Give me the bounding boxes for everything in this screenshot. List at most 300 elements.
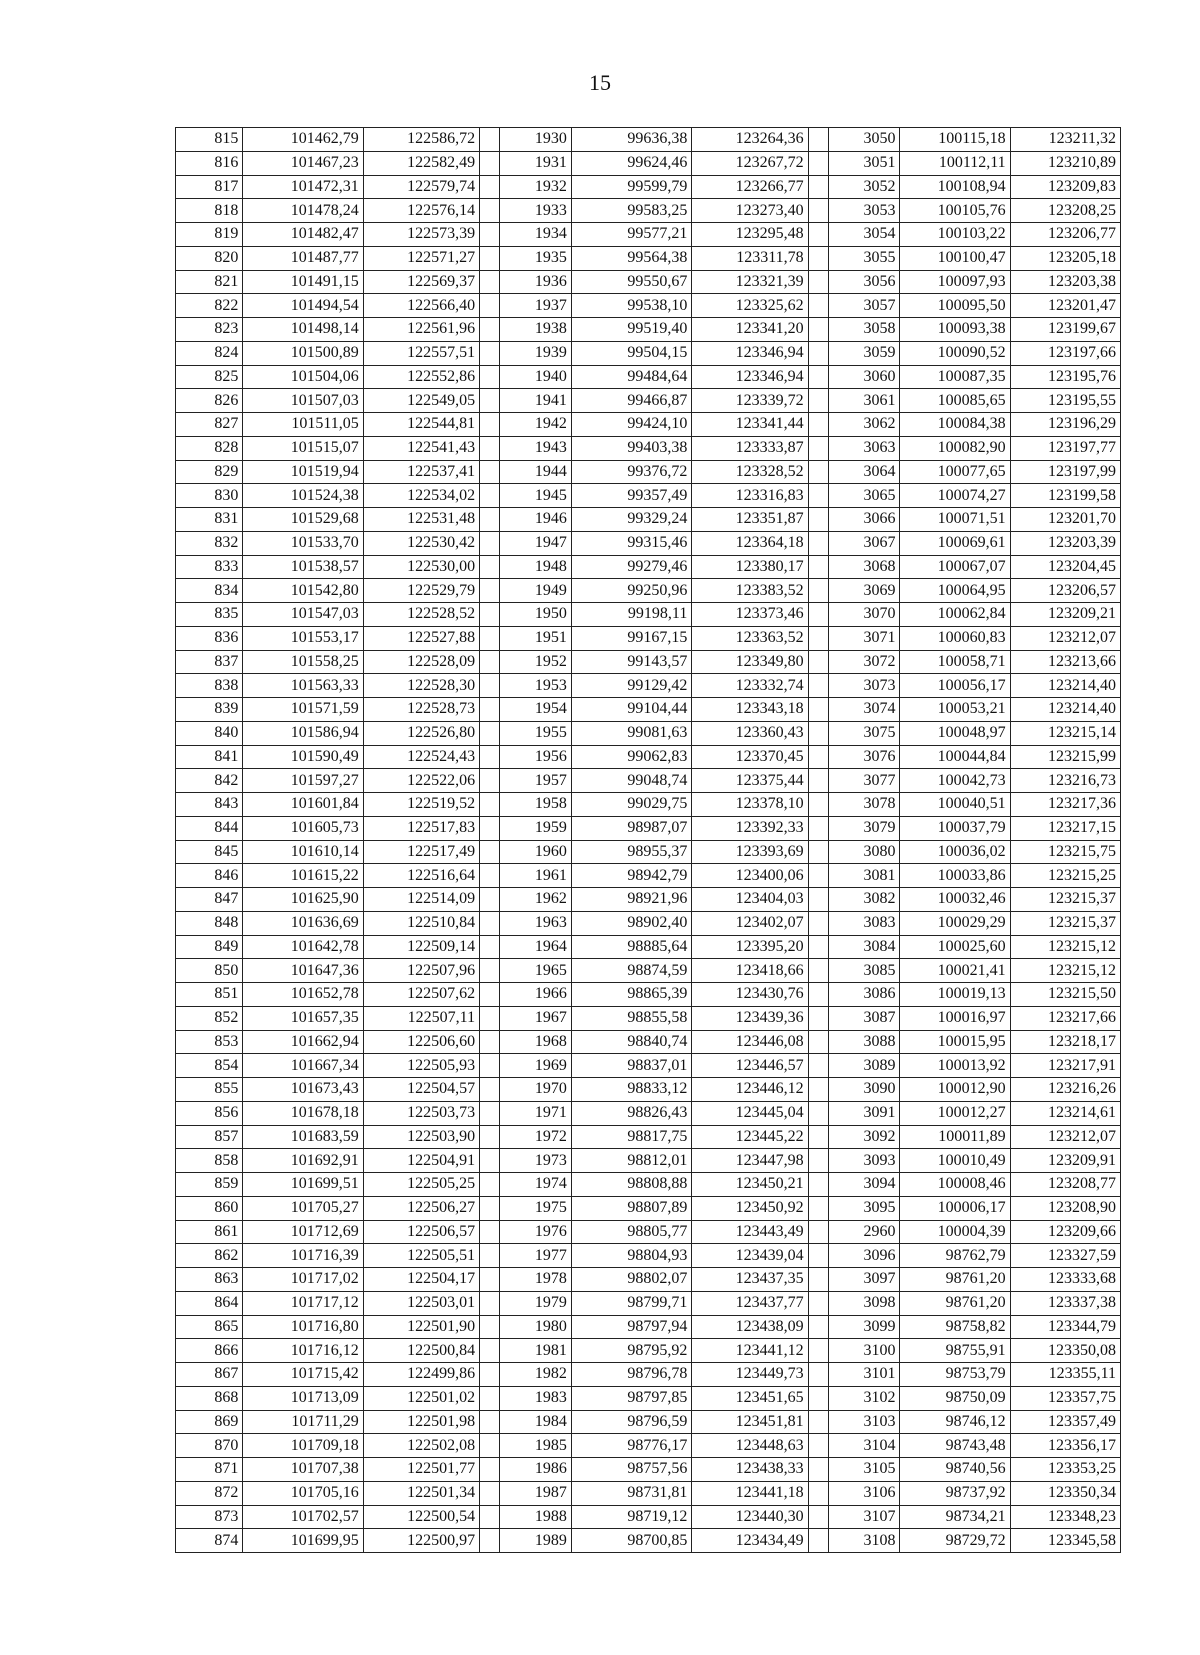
y-coordinate-cell: 123328,52 — [692, 460, 808, 484]
x-coordinate-cell: 100067,07 — [900, 555, 1010, 579]
x-coordinate-cell: 99329,24 — [571, 508, 691, 532]
x-coordinate-cell: 100011,89 — [900, 1125, 1010, 1149]
group-separator-cell — [808, 1173, 828, 1197]
group-separator-cell — [480, 1054, 500, 1078]
x-coordinate-cell: 101625,90 — [243, 888, 363, 912]
y-coordinate-cell: 123349,80 — [692, 650, 808, 674]
x-coordinate-cell: 98804,93 — [571, 1244, 691, 1268]
x-coordinate-cell: 100095,50 — [900, 294, 1010, 318]
x-coordinate-cell: 98799,71 — [571, 1291, 691, 1315]
y-coordinate-cell: 122506,27 — [363, 1196, 479, 1220]
point-number-cell: 3076 — [829, 745, 900, 769]
group-separator-cell — [808, 1006, 828, 1030]
y-coordinate-cell: 123337,38 — [1010, 1291, 1120, 1315]
point-number-cell: 1982 — [500, 1363, 571, 1387]
group-separator-cell — [808, 959, 828, 983]
point-number-cell: 1951 — [500, 626, 571, 650]
point-number-cell: 1968 — [500, 1030, 571, 1054]
group-separator-cell — [480, 745, 500, 769]
y-coordinate-cell: 122527,88 — [363, 626, 479, 650]
group-separator-cell — [480, 1125, 500, 1149]
y-coordinate-cell: 123273,40 — [692, 199, 808, 223]
table-row — [176, 318, 1121, 342]
x-coordinate-cell: 100012,90 — [900, 1078, 1010, 1102]
group-separator-cell — [480, 270, 500, 294]
x-coordinate-cell: 99129,42 — [571, 674, 691, 698]
group-separator-cell — [480, 1291, 500, 1315]
group-separator-cell — [808, 460, 828, 484]
table-row — [176, 650, 1121, 674]
y-coordinate-cell: 122504,57 — [363, 1078, 479, 1102]
point-number-cell: 841 — [176, 745, 243, 769]
y-coordinate-cell: 123346,94 — [692, 341, 808, 365]
group-separator-cell — [808, 935, 828, 959]
y-coordinate-cell: 122571,27 — [363, 246, 479, 270]
group-separator-cell — [480, 175, 500, 199]
y-coordinate-cell: 123201,47 — [1010, 294, 1120, 318]
y-coordinate-cell: 123446,57 — [692, 1054, 808, 1078]
x-coordinate-cell: 99048,74 — [571, 769, 691, 793]
x-coordinate-cell: 101712,69 — [243, 1220, 363, 1244]
group-separator-cell — [808, 769, 828, 793]
group-separator-cell — [808, 1363, 828, 1387]
group-separator-cell — [808, 1529, 828, 1553]
group-separator-cell — [480, 983, 500, 1007]
group-separator-cell — [808, 555, 828, 579]
x-coordinate-cell: 100048,97 — [900, 721, 1010, 745]
y-coordinate-cell: 122519,52 — [363, 793, 479, 817]
coordinates-table-body — [176, 128, 1121, 1553]
group-separator-cell — [480, 436, 500, 460]
group-separator-cell — [808, 508, 828, 532]
point-number-cell: 3087 — [829, 1006, 900, 1030]
y-coordinate-cell: 123197,66 — [1010, 341, 1120, 365]
x-coordinate-cell: 99424,10 — [571, 413, 691, 437]
x-coordinate-cell: 99564,38 — [571, 246, 691, 270]
group-separator-cell — [808, 1410, 828, 1434]
group-separator-cell — [480, 721, 500, 745]
point-number-cell: 836 — [176, 626, 243, 650]
point-number-cell: 844 — [176, 816, 243, 840]
table-row — [176, 1315, 1121, 1339]
y-coordinate-cell: 123355,11 — [1010, 1363, 1120, 1387]
y-coordinate-cell: 123215,37 — [1010, 911, 1120, 935]
table-row — [176, 1125, 1121, 1149]
x-coordinate-cell: 100090,52 — [900, 341, 1010, 365]
y-coordinate-cell: 123195,55 — [1010, 389, 1120, 413]
y-coordinate-cell: 123375,44 — [692, 769, 808, 793]
y-coordinate-cell: 122579,74 — [363, 175, 479, 199]
group-separator-cell — [808, 1054, 828, 1078]
point-number-cell: 1972 — [500, 1125, 571, 1149]
point-number-cell: 1989 — [500, 1529, 571, 1553]
point-number-cell: 3098 — [829, 1291, 900, 1315]
point-number-cell: 3064 — [829, 460, 900, 484]
x-coordinate-cell: 98808,88 — [571, 1173, 691, 1197]
point-number-cell: 845 — [176, 840, 243, 864]
x-coordinate-cell: 99484,64 — [571, 365, 691, 389]
group-separator-cell — [808, 294, 828, 318]
table-row — [176, 1220, 1121, 1244]
y-coordinate-cell: 123215,50 — [1010, 983, 1120, 1007]
x-coordinate-cell: 100058,71 — [900, 650, 1010, 674]
point-number-cell: 3075 — [829, 721, 900, 745]
point-number-cell: 3054 — [829, 223, 900, 247]
group-separator-cell — [480, 603, 500, 627]
y-coordinate-cell: 123451,65 — [692, 1386, 808, 1410]
point-number-cell: 1961 — [500, 864, 571, 888]
x-coordinate-cell: 98753,79 — [900, 1363, 1010, 1387]
point-number-cell: 830 — [176, 484, 243, 508]
point-number-cell: 1930 — [500, 128, 571, 152]
x-coordinate-cell: 101716,80 — [243, 1315, 363, 1339]
y-coordinate-cell: 123441,18 — [692, 1481, 808, 1505]
page-number: 15 — [589, 70, 611, 95]
group-separator-cell — [480, 199, 500, 223]
y-coordinate-cell: 122531,48 — [363, 508, 479, 532]
y-coordinate-cell: 123430,76 — [692, 983, 808, 1007]
group-separator-cell — [480, 1458, 500, 1482]
y-coordinate-cell: 123346,94 — [692, 365, 808, 389]
point-number-cell: 815 — [176, 128, 243, 152]
x-coordinate-cell: 101542,80 — [243, 579, 363, 603]
group-separator-cell — [480, 1006, 500, 1030]
group-separator-cell — [480, 413, 500, 437]
group-separator-cell — [808, 840, 828, 864]
point-number-cell: 863 — [176, 1268, 243, 1292]
x-coordinate-cell: 99081,63 — [571, 721, 691, 745]
x-coordinate-cell: 99143,57 — [571, 650, 691, 674]
x-coordinate-cell: 98700,85 — [571, 1529, 691, 1553]
x-coordinate-cell: 99624,46 — [571, 151, 691, 175]
table-row — [176, 698, 1121, 722]
y-coordinate-cell: 123266,77 — [692, 175, 808, 199]
table-row — [176, 484, 1121, 508]
x-coordinate-cell: 98865,39 — [571, 983, 691, 1007]
point-number-cell: 862 — [176, 1244, 243, 1268]
x-coordinate-cell: 101597,27 — [243, 769, 363, 793]
y-coordinate-cell: 123356,17 — [1010, 1434, 1120, 1458]
group-separator-cell — [808, 1458, 828, 1482]
table-row — [176, 1529, 1121, 1553]
group-separator-cell — [480, 698, 500, 722]
x-coordinate-cell: 101571,59 — [243, 698, 363, 722]
x-coordinate-cell: 101491,15 — [243, 270, 363, 294]
group-separator-cell — [808, 1030, 828, 1054]
y-coordinate-cell: 123357,75 — [1010, 1386, 1120, 1410]
x-coordinate-cell: 100032,46 — [900, 888, 1010, 912]
table-row — [176, 603, 1121, 627]
point-number-cell: 1942 — [500, 413, 571, 437]
group-separator-cell — [480, 1481, 500, 1505]
point-number-cell: 3072 — [829, 650, 900, 674]
group-separator-cell — [480, 769, 500, 793]
x-coordinate-cell: 100006,17 — [900, 1196, 1010, 1220]
group-separator-cell — [480, 555, 500, 579]
table-row — [176, 1196, 1121, 1220]
point-number-cell: 1934 — [500, 223, 571, 247]
group-separator-cell — [480, 151, 500, 175]
point-number-cell: 1965 — [500, 959, 571, 983]
x-coordinate-cell: 100093,38 — [900, 318, 1010, 342]
y-coordinate-cell: 122505,51 — [363, 1244, 479, 1268]
x-coordinate-cell: 100008,46 — [900, 1173, 1010, 1197]
point-number-cell: 819 — [176, 223, 243, 247]
x-coordinate-cell: 98855,58 — [571, 1006, 691, 1030]
x-coordinate-cell: 98746,12 — [900, 1410, 1010, 1434]
y-coordinate-cell: 123393,69 — [692, 840, 808, 864]
y-coordinate-cell: 123360,43 — [692, 721, 808, 745]
x-coordinate-cell: 101563,33 — [243, 674, 363, 698]
x-coordinate-cell: 99250,96 — [571, 579, 691, 603]
y-coordinate-cell: 123443,49 — [692, 1220, 808, 1244]
y-coordinate-cell: 123445,04 — [692, 1101, 808, 1125]
point-number-cell: 853 — [176, 1030, 243, 1054]
point-number-cell: 848 — [176, 911, 243, 935]
x-coordinate-cell: 101702,57 — [243, 1505, 363, 1529]
point-number-cell: 1973 — [500, 1149, 571, 1173]
point-number-cell: 3062 — [829, 413, 900, 437]
group-separator-cell — [480, 484, 500, 508]
group-separator-cell — [480, 1196, 500, 1220]
point-number-cell: 871 — [176, 1458, 243, 1482]
x-coordinate-cell: 100060,83 — [900, 626, 1010, 650]
point-number-cell: 821 — [176, 270, 243, 294]
y-coordinate-cell: 122505,93 — [363, 1054, 479, 1078]
point-number-cell: 816 — [176, 151, 243, 175]
group-separator-cell — [480, 294, 500, 318]
x-coordinate-cell: 100019,13 — [900, 983, 1010, 1007]
group-separator-cell — [480, 389, 500, 413]
group-separator-cell — [480, 626, 500, 650]
x-coordinate-cell: 101601,84 — [243, 793, 363, 817]
group-separator-cell — [808, 1101, 828, 1125]
point-number-cell: 1932 — [500, 175, 571, 199]
y-coordinate-cell: 122501,98 — [363, 1410, 479, 1434]
group-separator-cell — [808, 436, 828, 460]
x-coordinate-cell: 99550,67 — [571, 270, 691, 294]
point-number-cell: 3050 — [829, 128, 900, 152]
x-coordinate-cell: 99376,72 — [571, 460, 691, 484]
point-number-cell: 861 — [176, 1220, 243, 1244]
y-coordinate-cell: 123215,12 — [1010, 935, 1120, 959]
y-coordinate-cell: 123350,08 — [1010, 1339, 1120, 1363]
point-number-cell: 826 — [176, 389, 243, 413]
x-coordinate-cell: 101504,06 — [243, 365, 363, 389]
point-number-cell: 3069 — [829, 579, 900, 603]
point-number-cell: 1983 — [500, 1386, 571, 1410]
x-coordinate-cell: 98755,91 — [900, 1339, 1010, 1363]
table-row — [176, 1030, 1121, 1054]
y-coordinate-cell: 123441,12 — [692, 1339, 808, 1363]
group-separator-cell — [808, 1434, 828, 1458]
point-number-cell: 3105 — [829, 1458, 900, 1482]
y-coordinate-cell: 123363,52 — [692, 626, 808, 650]
x-coordinate-cell: 100064,95 — [900, 579, 1010, 603]
point-number-cell: 827 — [176, 413, 243, 437]
x-coordinate-cell: 100071,51 — [900, 508, 1010, 532]
point-number-cell: 3089 — [829, 1054, 900, 1078]
table-row — [176, 1410, 1121, 1434]
group-separator-cell — [480, 246, 500, 270]
group-separator-cell — [480, 650, 500, 674]
point-number-cell: 858 — [176, 1149, 243, 1173]
y-coordinate-cell: 123195,76 — [1010, 365, 1120, 389]
y-coordinate-cell: 122501,02 — [363, 1386, 479, 1410]
y-coordinate-cell: 122517,83 — [363, 816, 479, 840]
y-coordinate-cell: 123380,17 — [692, 555, 808, 579]
point-number-cell: 824 — [176, 341, 243, 365]
point-number-cell: 856 — [176, 1101, 243, 1125]
table-row — [176, 246, 1121, 270]
x-coordinate-cell: 101529,68 — [243, 508, 363, 532]
group-separator-cell — [480, 1030, 500, 1054]
y-coordinate-cell: 122501,34 — [363, 1481, 479, 1505]
point-number-cell: 1948 — [500, 555, 571, 579]
x-coordinate-cell: 100033,86 — [900, 864, 1010, 888]
y-coordinate-cell: 123345,58 — [1010, 1529, 1120, 1553]
group-separator-cell — [808, 816, 828, 840]
point-number-cell: 3065 — [829, 484, 900, 508]
point-number-cell: 3097 — [829, 1268, 900, 1292]
y-coordinate-cell: 123267,72 — [692, 151, 808, 175]
y-coordinate-cell: 123333,68 — [1010, 1268, 1120, 1292]
point-number-cell: 3095 — [829, 1196, 900, 1220]
point-number-cell: 1974 — [500, 1173, 571, 1197]
point-number-cell: 850 — [176, 959, 243, 983]
y-coordinate-cell: 123214,40 — [1010, 674, 1120, 698]
group-separator-cell — [480, 911, 500, 935]
group-separator-cell — [480, 508, 500, 532]
point-number-cell: 874 — [176, 1529, 243, 1553]
table-row — [176, 294, 1121, 318]
y-coordinate-cell: 123209,91 — [1010, 1149, 1120, 1173]
y-coordinate-cell: 123196,29 — [1010, 413, 1120, 437]
x-coordinate-cell: 98750,09 — [900, 1386, 1010, 1410]
group-separator-cell — [808, 603, 828, 627]
y-coordinate-cell: 123215,37 — [1010, 888, 1120, 912]
y-coordinate-cell: 122537,41 — [363, 460, 479, 484]
group-separator-cell — [808, 650, 828, 674]
point-number-cell: 3085 — [829, 959, 900, 983]
x-coordinate-cell: 101610,14 — [243, 840, 363, 864]
table-row — [176, 1078, 1121, 1102]
y-coordinate-cell: 123214,40 — [1010, 698, 1120, 722]
y-coordinate-cell: 123438,09 — [692, 1315, 808, 1339]
point-number-cell: 3066 — [829, 508, 900, 532]
x-coordinate-cell: 98874,59 — [571, 959, 691, 983]
group-separator-cell — [808, 745, 828, 769]
group-separator-cell — [808, 1339, 828, 1363]
y-coordinate-cell: 122582,49 — [363, 151, 479, 175]
group-separator-cell — [808, 318, 828, 342]
y-coordinate-cell: 123217,15 — [1010, 816, 1120, 840]
x-coordinate-cell: 100112,11 — [900, 151, 1010, 175]
x-coordinate-cell: 100085,65 — [900, 389, 1010, 413]
group-separator-cell — [480, 1173, 500, 1197]
x-coordinate-cell: 99599,79 — [571, 175, 691, 199]
point-number-cell: 1980 — [500, 1315, 571, 1339]
group-separator-cell — [480, 959, 500, 983]
group-separator-cell — [480, 1386, 500, 1410]
point-number-cell: 3099 — [829, 1315, 900, 1339]
x-coordinate-cell: 98795,92 — [571, 1339, 691, 1363]
x-coordinate-cell: 100087,35 — [900, 365, 1010, 389]
point-number-cell: 1984 — [500, 1410, 571, 1434]
point-number-cell: 3074 — [829, 698, 900, 722]
table-row — [176, 508, 1121, 532]
table-row — [176, 1054, 1121, 1078]
x-coordinate-cell: 99466,87 — [571, 389, 691, 413]
x-coordinate-cell: 98797,94 — [571, 1315, 691, 1339]
x-coordinate-cell: 100025,60 — [900, 935, 1010, 959]
point-number-cell: 1958 — [500, 793, 571, 817]
x-coordinate-cell: 98743,48 — [900, 1434, 1010, 1458]
x-coordinate-cell: 100029,29 — [900, 911, 1010, 935]
x-coordinate-cell: 98719,12 — [571, 1505, 691, 1529]
x-coordinate-cell: 101515,07 — [243, 436, 363, 460]
y-coordinate-cell: 123343,18 — [692, 698, 808, 722]
x-coordinate-cell: 101683,59 — [243, 1125, 363, 1149]
x-coordinate-cell: 98797,85 — [571, 1386, 691, 1410]
x-coordinate-cell: 100037,79 — [900, 816, 1010, 840]
x-coordinate-cell: 100010,49 — [900, 1149, 1010, 1173]
table-row — [176, 531, 1121, 555]
x-coordinate-cell: 100097,93 — [900, 270, 1010, 294]
y-coordinate-cell: 123450,92 — [692, 1196, 808, 1220]
point-number-cell: 3051 — [829, 151, 900, 175]
table-row — [176, 674, 1121, 698]
point-number-cell: 1931 — [500, 151, 571, 175]
x-coordinate-cell: 98837,01 — [571, 1054, 691, 1078]
group-separator-cell — [480, 935, 500, 959]
group-separator-cell — [480, 1339, 500, 1363]
y-coordinate-cell: 122509,14 — [363, 935, 479, 959]
point-number-cell: 1949 — [500, 579, 571, 603]
point-number-cell: 3057 — [829, 294, 900, 318]
y-coordinate-cell: 122586,72 — [363, 128, 479, 152]
y-coordinate-cell: 123197,77 — [1010, 436, 1120, 460]
x-coordinate-cell: 101699,95 — [243, 1529, 363, 1553]
y-coordinate-cell: 123370,45 — [692, 745, 808, 769]
x-coordinate-cell: 101715,42 — [243, 1363, 363, 1387]
y-coordinate-cell: 122503,73 — [363, 1101, 479, 1125]
point-number-cell: 825 — [176, 365, 243, 389]
point-number-cell: 3053 — [829, 199, 900, 223]
point-number-cell: 1936 — [500, 270, 571, 294]
point-number-cell: 828 — [176, 436, 243, 460]
point-number-cell: 1981 — [500, 1339, 571, 1363]
point-number-cell: 3081 — [829, 864, 900, 888]
group-separator-cell — [808, 1315, 828, 1339]
group-separator-cell — [480, 840, 500, 864]
y-coordinate-cell: 123209,21 — [1010, 603, 1120, 627]
table-row — [176, 1268, 1121, 1292]
point-number-cell: 3071 — [829, 626, 900, 650]
y-coordinate-cell: 123203,39 — [1010, 531, 1120, 555]
group-separator-cell — [808, 888, 828, 912]
group-separator-cell — [480, 1268, 500, 1292]
point-number-cell: 1976 — [500, 1220, 571, 1244]
x-coordinate-cell: 101494,54 — [243, 294, 363, 318]
table-row — [176, 436, 1121, 460]
point-number-cell: 847 — [176, 888, 243, 912]
point-number-cell: 3096 — [829, 1244, 900, 1268]
y-coordinate-cell: 123316,83 — [692, 484, 808, 508]
y-coordinate-cell: 122503,90 — [363, 1125, 479, 1149]
point-number-cell: 1953 — [500, 674, 571, 698]
group-separator-cell — [808, 270, 828, 294]
